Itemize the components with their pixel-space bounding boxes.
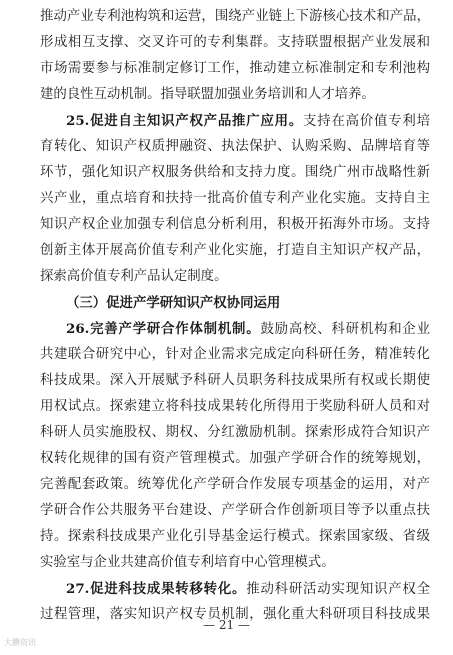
- paragraph-line: 兴产业，重点培育和扶持一批高价值专利产业化实施。支持自主: [40, 191, 430, 206]
- paragraph-line: 市场需要参与标准制定修订工作，推动建立标准制定和专利池构: [40, 61, 430, 76]
- article-25-heading-line: 25.促进自主知识产权产品推广应用。支持在高价值专利培: [66, 113, 430, 129]
- article-27-heading-line: 27.促进科技成果转移转化。推动科研活动实现知识产权全: [66, 581, 430, 597]
- paragraph-line: 共建联合研究中心，针对企业需求完成定向科研任务，精准转化: [40, 347, 430, 362]
- paragraph-line: 育转化、知识产权质押融资、执法保护、认购采购、品牌培育等: [40, 139, 430, 154]
- section-heading: （三）促进产学研知识产权协同运用: [66, 295, 281, 311]
- paragraph-line: 环节，强化知识产权服务供给和支持力度。围绕广州市战略性新: [40, 165, 430, 180]
- article-26-title: 26.完善产学研合作体制机制。: [66, 321, 261, 337]
- paragraph-line: 创新主体开展高价值专利产业化实施，打造自主知识产权产品，: [40, 243, 430, 258]
- page-number: — 21 —: [203, 618, 250, 632]
- paragraph-line: 建的良性互动机制。指导联盟加强业务培训和人才培养。: [40, 87, 375, 102]
- article-27-title: 27.促进科技成果转移转化。: [66, 581, 247, 597]
- paragraph-line: 学研合作公共服务平台建设、产学研合作创新项目等予以重点扶: [40, 503, 430, 518]
- paragraph-line: 推动产业专利池构筑和运营，围绕产业链上下游核心技术和产品，: [40, 9, 430, 24]
- paragraph-line: 探索高价值专利产品认定制度。: [40, 269, 228, 284]
- watermark: 大鹏资讯: [4, 638, 36, 647]
- paragraph-line: 知识产权企业加强专利信息分析利用，积极开拓海外市场。支持: [40, 217, 430, 232]
- paragraph-line: 过程管理，落实知识产权专员机制，强化重大科研项目科技成果: [40, 607, 430, 622]
- paragraph-line: 科技成果。深入开展赋予科研人员职务科技成果所有权或长期使: [40, 373, 430, 388]
- paragraph-line: 形成相互支撑、交叉许可的专利集群。支持联盟根据产业发展和: [40, 35, 430, 50]
- paragraph-line: 权转化规律的国有资产管理模式。加强产学研合作的统筹规划，: [40, 451, 430, 466]
- paragraph-line: 完善配套政策。统筹优化产学研合作发展专项基金的运用，对产: [40, 477, 430, 492]
- paragraph-line: 用权试点。探索建立将科技成果转化所得用于奖励科研人员和对: [40, 399, 430, 414]
- paragraph-line: 持。探索科技成果产业化引导基金运行模式。探索国家级、省级: [40, 529, 430, 544]
- paragraph-line: 科研人员实施股权、期权、分红激励机制。探索形成符合知识产: [40, 425, 430, 440]
- article-25-title: 25.促进自主知识产权产品推广应用。: [66, 113, 304, 129]
- paragraph-line: 实验室与企业共建高价值专利培育中心管理模式。: [40, 555, 335, 570]
- article-26-heading-line: 26.完善产学研合作体制机制。鼓励高校、科研机构和企业: [66, 321, 430, 337]
